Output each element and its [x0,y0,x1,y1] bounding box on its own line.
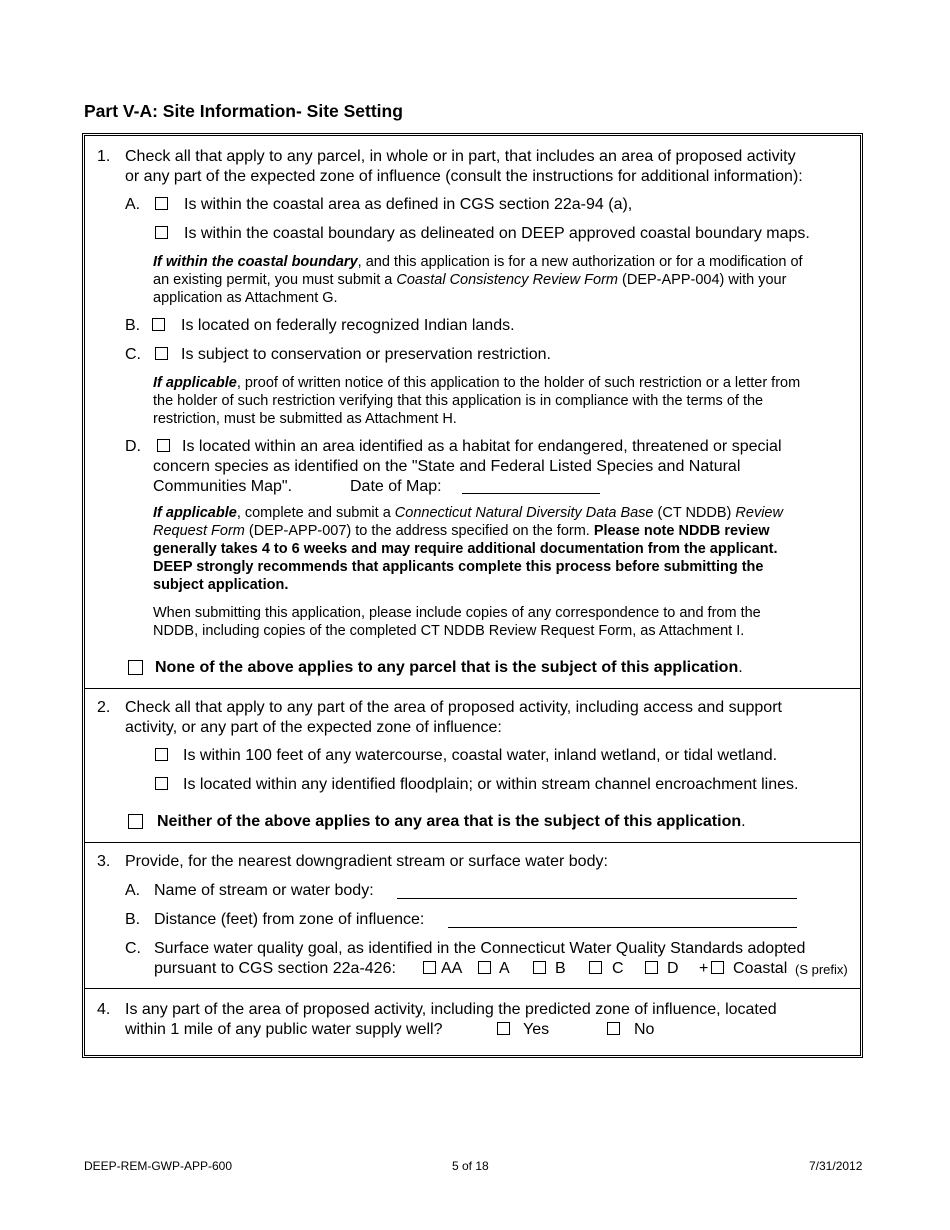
section-2-prompt: Check all that apply to any part of the area of proposed activity, including access and support [125,699,782,716]
item-letter: C. [125,940,141,957]
section-divider [85,988,860,989]
neither-applies-checkbox[interactable] [128,814,143,829]
stream-name-field[interactable] [397,880,795,898]
goal-d-checkbox[interactable] [645,961,658,974]
conservation-restriction-label: Is subject to conservation or preservation restriction. [181,346,551,363]
indian-lands-label: Is located on federally recognized Indian lands. [181,317,515,334]
section-4-prompt: Is any part of the area of proposed activity, including the predicted zone of influence, located [125,1001,777,1018]
item-letter: B. [125,911,141,928]
well-no-label: No [634,1021,655,1038]
form-id: DEEP-REM-GWP-APP-600 [84,1159,233,1173]
revision-date: 7/31/2012 [809,1159,863,1173]
date-of-map-underline [462,493,600,494]
section-3-prompt: Provide, for the nearest downgradient stream or surface water body: [125,853,608,870]
indian-lands-checkbox[interactable] [152,318,165,331]
neither-applies-label: Neither of the above applies to any area that is the subject of this application. [157,813,746,830]
floodplain-checkbox[interactable] [155,777,168,790]
stream-name-label: Name of stream or water body: [154,882,374,899]
coastal-area-checkbox[interactable] [155,197,168,210]
coastal-boundary-label: Is within the coastal boundary as delineated on DEEP approved coastal boundary maps. [184,225,810,242]
section-number: 2. [97,699,111,716]
endangered-habitat-label: concern species as identified on the "State and Federal Listed Species and Natural [153,458,741,475]
goal-c-checkbox[interactable] [589,961,602,974]
well-yes-label: Yes [523,1021,550,1038]
goal-b-label: B [555,960,566,977]
item-letter: D. [125,438,141,455]
item-letter: B. [125,317,141,334]
restriction-note: restriction, must be submitted as Attachment H. [153,411,457,427]
coastal-area-label: Is within the coastal area as defined in CGS section 22a-94 (a), [184,196,633,213]
watercourse-label: Is within 100 feet of any watercourse, coastal water, inland wetland, or tidal wetland. [183,747,778,764]
stream-name-underline [397,898,797,899]
section-number: 4. [97,1001,111,1018]
none-applies-parcel-label: None of the above applies to any parcel that is the subject of this application. [155,659,743,676]
coastal-boundary-note: an existing permit, you must submit a Coastal Consistency Review Form (DEP-APP-004) with your [153,272,787,288]
goal-coastal-label: Coastal [733,960,788,977]
section-2-prompt: activity, or any part of the expected zone of influence: [125,719,502,736]
coastal-boundary-note: If within the coastal boundary, and this application is for a new authorization or for a modification of [153,254,803,270]
section-number: 1. [97,148,111,165]
goal-aa-label: AA [441,960,463,977]
nddb-note: subject application. [153,577,289,593]
floodplain-label: Is located within any identified floodplain; or within stream channel encroachment lines. [183,776,799,793]
distance-underline [448,927,797,928]
section-divider [85,842,860,843]
coastal-boundary-note: application as Attachment G. [153,290,338,306]
coastal-boundary-checkbox[interactable] [155,226,168,239]
goal-b-checkbox[interactable] [533,961,546,974]
section-number: 3. [97,853,111,870]
well-yes-checkbox[interactable] [497,1022,510,1035]
goal-aa-checkbox[interactable] [423,961,436,974]
water-quality-prompt: pursuant to CGS section 22a-426: [154,960,396,977]
nddb-submission-note: NDDB, including copies of the completed CT NDDB Review Request Form, as Attachment I. [153,623,745,639]
nddb-note: DEEP strongly recommends that applicants complete this process before submitting the [153,559,764,575]
nddb-note: generally takes 4 to 6 weeks and may require additional documentation from the applicant. [153,541,778,557]
s-prefix-note: (S prefix) [795,962,848,977]
conservation-restriction-checkbox[interactable] [155,347,168,360]
item-letter: A. [125,196,141,213]
endangered-habitat-label: Communities Map". [153,478,293,495]
nddb-note: If applicable, complete and submit a Connecticut Natural Diversity Data Base (CT NDDB) Review [153,505,783,521]
item-letter: A. [125,882,141,899]
endangered-habitat-label: Is located within an area identified as a habitat for endangered, threatened or special [182,438,782,455]
date-of-map-field[interactable] [462,476,598,494]
section-1-prompt: or any part of the expected zone of influence (consult the instructions for additional information): [125,168,803,185]
goal-a-checkbox[interactable] [478,961,491,974]
watercourse-checkbox[interactable] [155,748,168,761]
well-no-checkbox[interactable] [607,1022,620,1035]
goal-coastal-checkbox[interactable] [711,961,724,974]
plus-sign: + [699,960,709,977]
goal-a-label: A [499,960,510,977]
date-of-map-label: Date of Map: [350,478,442,495]
distance-field[interactable] [448,909,795,927]
goal-c-label: C [612,960,624,977]
water-quality-prompt: Surface water quality goal, as identified in the Connecticut Water Quality Standards adopted [154,940,806,957]
section-4-prompt: within 1 mile of any public water supply well? [125,1021,443,1038]
endangered-habitat-checkbox[interactable] [157,439,170,452]
goal-d-label: D [667,960,679,977]
page-title: Part V-A: Site Information- Site Setting [84,101,403,121]
section-1-prompt: Check all that apply to any parcel, in whole or in part, that includes an area of proposed activity [125,148,796,165]
restriction-note: If applicable, proof of written notice of this application to the holder of such restriction or a letter from [153,375,801,391]
nddb-note: Request Form (DEP-APP-007) to the address specified on the form. Please note NDDB review [153,523,770,539]
page-number: 5 of 18 [452,1159,489,1173]
distance-label: Distance (feet) from zone of influence: [154,911,425,928]
section-divider [85,688,860,689]
restriction-note: the holder of such restriction verifying that this application is in compliance with the terms of the [153,393,764,409]
nddb-submission-note: When submitting this application, please include copies of any correspondence to and from the [153,605,761,621]
none-applies-parcel-checkbox[interactable] [128,660,143,675]
item-letter: C. [125,346,141,363]
